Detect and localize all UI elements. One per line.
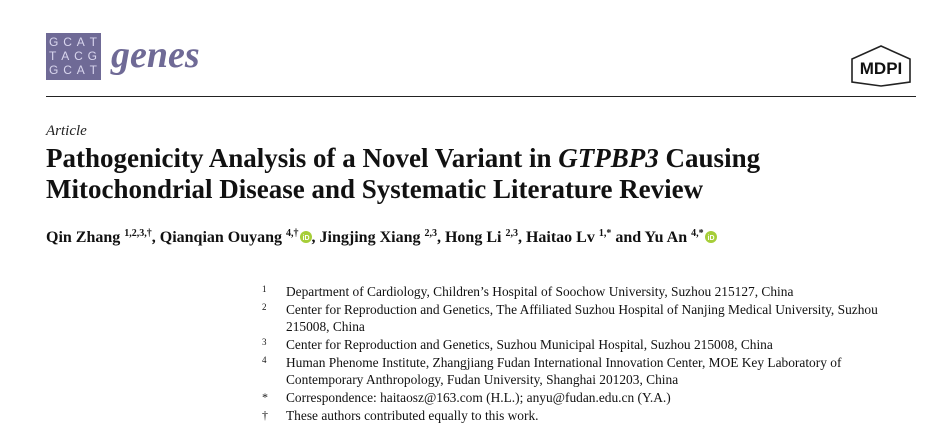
- affiliation-text: Center for Reproduction and Genetics, The Affiliated Suzhou Hospital of Nanjing Medical University, Suzhou 215008, China: [286, 302, 878, 334]
- logo-letter: T: [49, 49, 58, 63]
- affiliation-number: 1: [262, 284, 267, 294]
- author-name: Yu An: [644, 229, 688, 246]
- logo-letter: T: [89, 63, 98, 77]
- title-text-2: Causing Mitochondrial Disease and Systematic Literature Review: [46, 143, 761, 204]
- correspondence-mark: *: [262, 390, 268, 404]
- affiliation-text: Center for Reproduction and Genetics, Suzhou Municipal Hospital, Suzhou 215008, China: [286, 337, 773, 352]
- equal-contribution-text: These authors contributed equally to this work.: [286, 408, 539, 423]
- author-list: [46, 228, 717, 247]
- journal-name: genes: [111, 34, 200, 76]
- svg-text:iD: iD: [302, 235, 310, 242]
- logo-letter: G: [49, 35, 60, 49]
- logo-letter: A: [76, 35, 86, 49]
- mdpi-logo: [846, 44, 916, 88]
- affiliation-number: 2: [262, 302, 267, 312]
- author-separator: ,: [311, 229, 320, 246]
- logo-letter: C: [74, 49, 84, 63]
- journal-logo: [46, 33, 101, 80]
- author-separator: ,: [436, 229, 445, 246]
- article-title: [46, 143, 916, 205]
- author-affiliation-marks: 2,3: [505, 228, 518, 239]
- affiliation-item: [262, 336, 902, 353]
- affiliation-list: [262, 283, 902, 425]
- author-separator: and: [611, 229, 645, 246]
- author-affiliation-marks: 4,*: [691, 228, 704, 239]
- logo-row-2: [46, 49, 101, 63]
- affiliation-text: Department of Cardiology, Children’s Hospital of Soochow University, Suzhou 215127, China: [286, 284, 794, 299]
- author-name: Hong Li: [444, 229, 502, 246]
- logo-row-1: [46, 35, 101, 49]
- logo-row-3: [46, 63, 101, 77]
- author-affiliation-marks: 4,†: [286, 228, 299, 239]
- affiliation-number: 4: [262, 355, 267, 365]
- author-name: Qianqian Ouyang: [159, 229, 283, 246]
- logo-letter: C: [63, 35, 73, 49]
- equal-contribution-item: [262, 407, 902, 424]
- svg-text:iD: iD: [707, 235, 715, 242]
- logo-letter: G: [87, 49, 98, 63]
- author-name: Haitao Lv: [525, 229, 595, 246]
- affiliation-item: [262, 354, 902, 388]
- author-separator: ,: [517, 229, 526, 246]
- logo-letter: C: [63, 63, 73, 77]
- header-divider: [46, 96, 916, 97]
- orcid-icon[interactable]: [300, 231, 312, 243]
- affiliation-text: Human Phenome Institute, Zhangjiang Fudan International Innovation Center, MOE Key Laboratory of Contemporary Anthropology, Fudan University, Shanghai 201203, China: [286, 355, 842, 387]
- article-type: Article: [46, 123, 87, 139]
- affiliation-number: 3: [262, 337, 267, 347]
- logo-letter: A: [76, 63, 86, 77]
- correspondence-text: Correspondence: haitaosz@163.com (H.L.); anyu@fudan.edu.cn (Y.A.): [286, 390, 671, 405]
- title-gene: GTPBP3: [558, 143, 659, 173]
- affiliation-item: [262, 301, 902, 335]
- logo-letter: G: [49, 63, 60, 77]
- publisher-name: MDPI: [859, 59, 903, 78]
- equal-contribution-mark: †: [262, 408, 268, 422]
- author-affiliation-marks: 1,2,3,†: [124, 228, 152, 239]
- author-affiliation-marks: 2,3: [424, 228, 437, 239]
- orcid-icon[interactable]: [705, 231, 717, 243]
- affiliation-item: [262, 283, 902, 300]
- correspondence-item: [262, 389, 902, 406]
- title-text-1: Pathogenicity Analysis of a Novel Variant in: [46, 143, 559, 173]
- logo-letter: T: [89, 35, 98, 49]
- author-name: Jingjing Xiang: [319, 229, 421, 246]
- author-name: Qin Zhang: [46, 229, 121, 246]
- logo-letter: A: [61, 49, 71, 63]
- author-separator: ,: [151, 229, 160, 246]
- author-affiliation-marks: 1,*: [598, 228, 612, 239]
